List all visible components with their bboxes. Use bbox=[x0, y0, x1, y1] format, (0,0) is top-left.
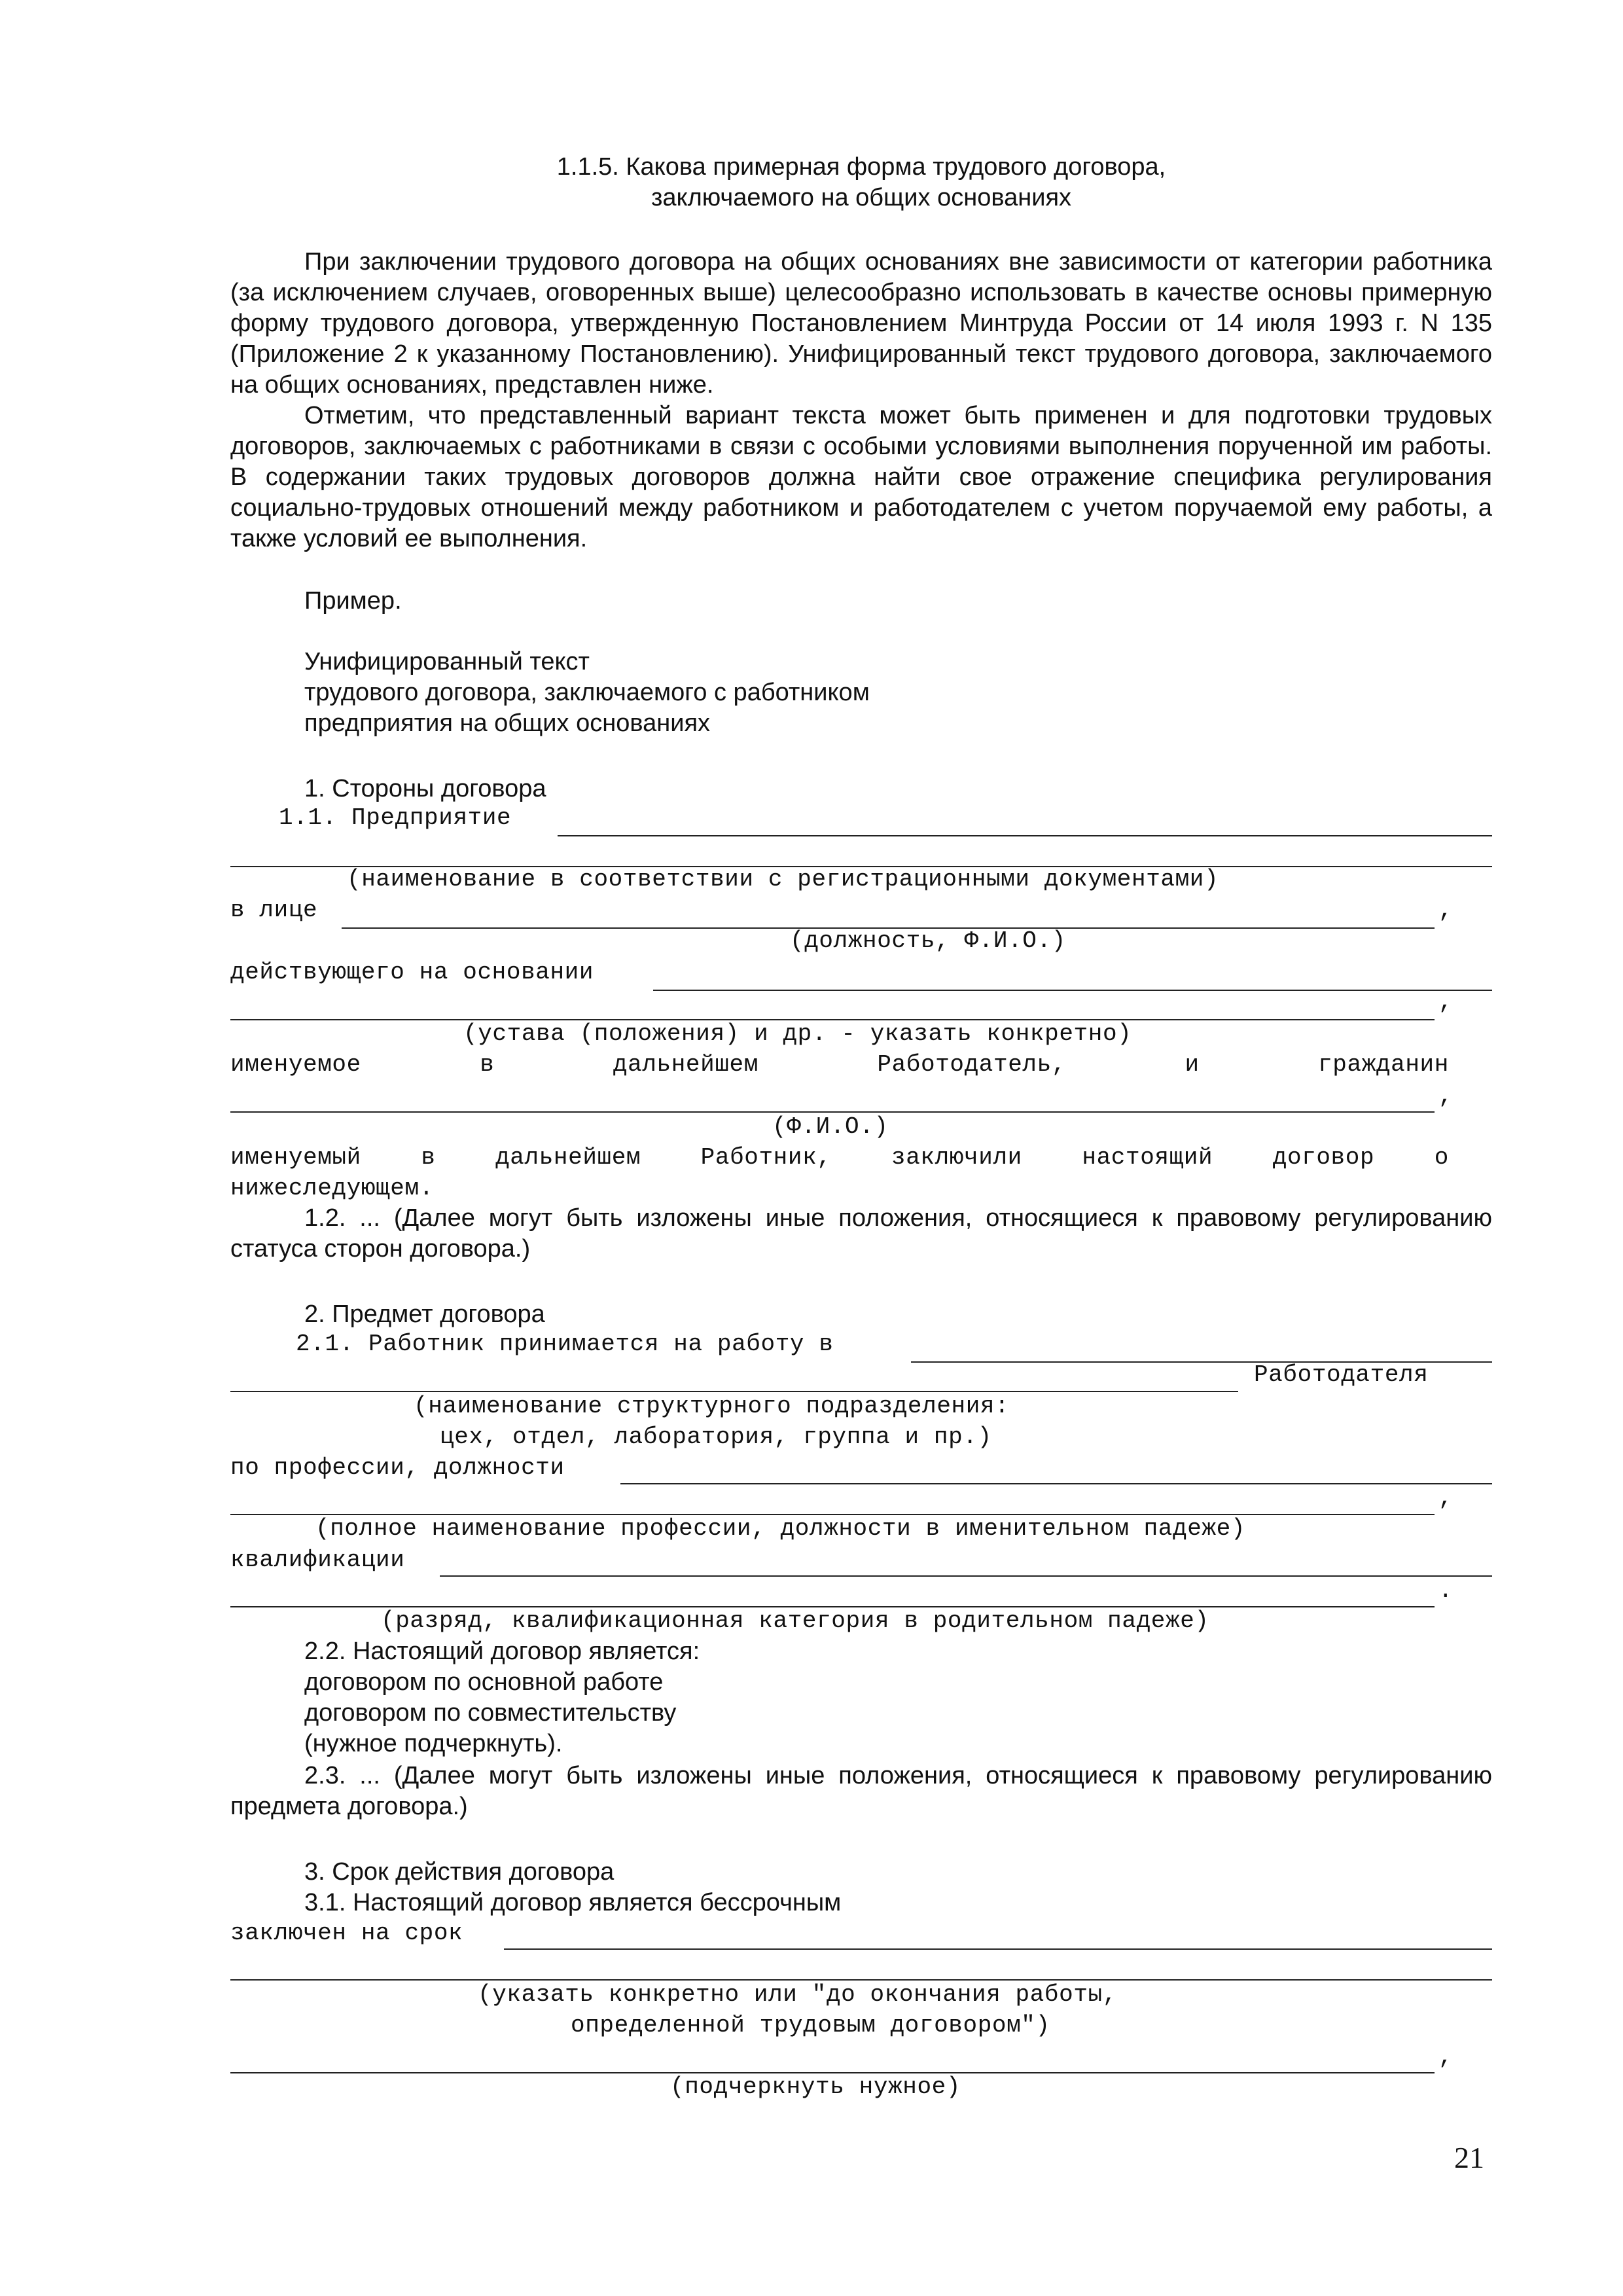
hint-position: (должность, Ф.И.О.) bbox=[790, 927, 1066, 954]
hint-term-2: определенной трудовым договором") bbox=[571, 2012, 1050, 2039]
following-label: нижеследующем. bbox=[230, 1175, 434, 1202]
enterprise-label: 1.1. Предприятие bbox=[279, 804, 512, 831]
word: именуемое bbox=[230, 1051, 361, 1078]
term-label: заключен на срок bbox=[230, 1920, 463, 1946]
named-employer-line bbox=[230, 1049, 1449, 1080]
page-number: 21 bbox=[1454, 2141, 1484, 2174]
hint-registration-name: (наименование в соответствии с регистрационными документами) bbox=[347, 866, 1219, 893]
underline-note: (нужное подчеркнуть). bbox=[304, 1730, 563, 1757]
contract-title bbox=[304, 647, 870, 739]
term-field-line[interactable] bbox=[504, 1948, 1492, 1950]
hint-profession: (полное наименование профессии, должности в именительном падеже) bbox=[315, 1515, 1246, 1542]
section-heading bbox=[230, 152, 1492, 213]
comma: , bbox=[1438, 2043, 1454, 2070]
qualification-field-line[interactable] bbox=[440, 1575, 1492, 1577]
hint-unit-2: цех, отдел, лаборатория, группа и пр.) bbox=[440, 1424, 992, 1450]
option-part-time: договором по совместительству bbox=[304, 1699, 677, 1727]
worker-line bbox=[230, 1142, 1449, 1173]
hint-grade: (разряд, квалификационная категория в родительном падеже) bbox=[381, 1607, 1209, 1634]
comma: , bbox=[1438, 897, 1454, 924]
word: дальнейшем bbox=[613, 1051, 758, 1078]
word: в bbox=[480, 1051, 495, 1078]
word: настоящий bbox=[1082, 1144, 1213, 1171]
profession-field-line[interactable] bbox=[620, 1483, 1492, 1484]
intro-paragraph-1: При заключении трудового договора на общих основаниях вне зависимости от категории работника (за исключением случаев, оговоренных выше) целесообразно использовать в качестве основы примерную форму трудового договора, утвержденную Постановлением Минтруда России от 14 июля 1993 г. N 135 (Приложение 2 к указанному Постановлению). Унифицированный текст трудового договора, заключаемого на общих основаниях, представлен ниже. bbox=[230, 248, 1492, 399]
contract-type-label: 2.2. Настоящий договор является: bbox=[304, 1638, 700, 1665]
employer-label: Работодателя bbox=[1254, 1361, 1429, 1388]
heading-line-1: 1.1.5. Какова примерная форма трудового договора, bbox=[556, 153, 1166, 181]
comma: , bbox=[1438, 1484, 1454, 1511]
hint-term-1: (указать конкретно или "до окончания работы, bbox=[478, 1981, 1117, 2008]
section1-heading: 1. Стороны договора bbox=[304, 775, 546, 802]
qualification-label: квалификации bbox=[230, 1547, 405, 1573]
paragraph-2-2 bbox=[304, 1636, 700, 1759]
word: гражданин bbox=[1318, 1051, 1449, 1078]
option-main-work: договором по основной работе bbox=[304, 1668, 664, 1696]
heading-line-2: заключаемого на общих основаниях bbox=[651, 184, 1072, 211]
example-label: Пример. bbox=[304, 587, 402, 615]
hint-underline: (подчеркнуть нужное) bbox=[670, 2073, 961, 2100]
comma: , bbox=[1438, 988, 1454, 1015]
word: и bbox=[1185, 1051, 1200, 1078]
acting-basis-field-line[interactable] bbox=[653, 990, 1492, 991]
hint-unit-1: (наименование структурного подразделения: bbox=[414, 1393, 1010, 1420]
hired-label: 2.1. Работник принимается на работу в bbox=[296, 1331, 834, 1357]
paragraph-3-1: 3.1. Настоящий договор является бессрочным bbox=[304, 1889, 842, 1916]
paragraph-2-3: 2.3. ... (Далее могут быть изложены иные положения, относящиеся к правовому регулированию предмета договора.) bbox=[230, 1762, 1492, 1820]
word: договор bbox=[1272, 1144, 1375, 1171]
intro-paragraph-2: Отметим, что представленный вариант текста может быть применен и для подготовки трудовых договоров, заключаемых с работниками в связи с особыми условиями выполнения порученной им работы. В содержании таких трудовых договоров должна найти свое отражение специфика регулирования социально-трудовых отношений между работником и работодателем с учетом поручаемой ему работы, а также условий ее выполнения. bbox=[230, 402, 1492, 552]
profession-label: по профессии, должности bbox=[230, 1454, 565, 1481]
paragraph-1-2: 1.2. ... (Далее могут быть изложены иные положения, относящиеся к правовому регулированию статуса сторон договора.) bbox=[230, 1204, 1492, 1263]
hint-charter: (устава (положения) и др. - указать конкретно) bbox=[463, 1020, 1132, 1047]
comma: , bbox=[1438, 1083, 1454, 1109]
word: дальнейшем bbox=[495, 1144, 641, 1171]
enterprise-field-line[interactable] bbox=[558, 835, 1492, 836]
section2-heading: 2. Предмет договора bbox=[304, 1300, 545, 1328]
contract-title-line-1: Унифицированный текст bbox=[304, 648, 590, 675]
period: . bbox=[1438, 1577, 1454, 1604]
hint-fio: (Ф.И.О.) bbox=[772, 1113, 889, 1140]
word: о bbox=[1434, 1144, 1449, 1171]
word: в bbox=[421, 1144, 436, 1171]
contract-title-line-2: трудового договора, заключаемого с работником bbox=[304, 679, 870, 706]
word: Работник, bbox=[700, 1144, 832, 1171]
word: заключили bbox=[891, 1144, 1022, 1171]
word: именуемый bbox=[230, 1144, 361, 1171]
in-person-label: в лице bbox=[230, 897, 318, 924]
word: Работодатель, bbox=[877, 1051, 1067, 1078]
section3-heading: 3. Срок действия договора bbox=[304, 1858, 615, 1886]
contract-title-line-3: предприятия на общих основаниях bbox=[304, 709, 711, 737]
acting-basis-label: действующего на основании bbox=[230, 959, 594, 986]
